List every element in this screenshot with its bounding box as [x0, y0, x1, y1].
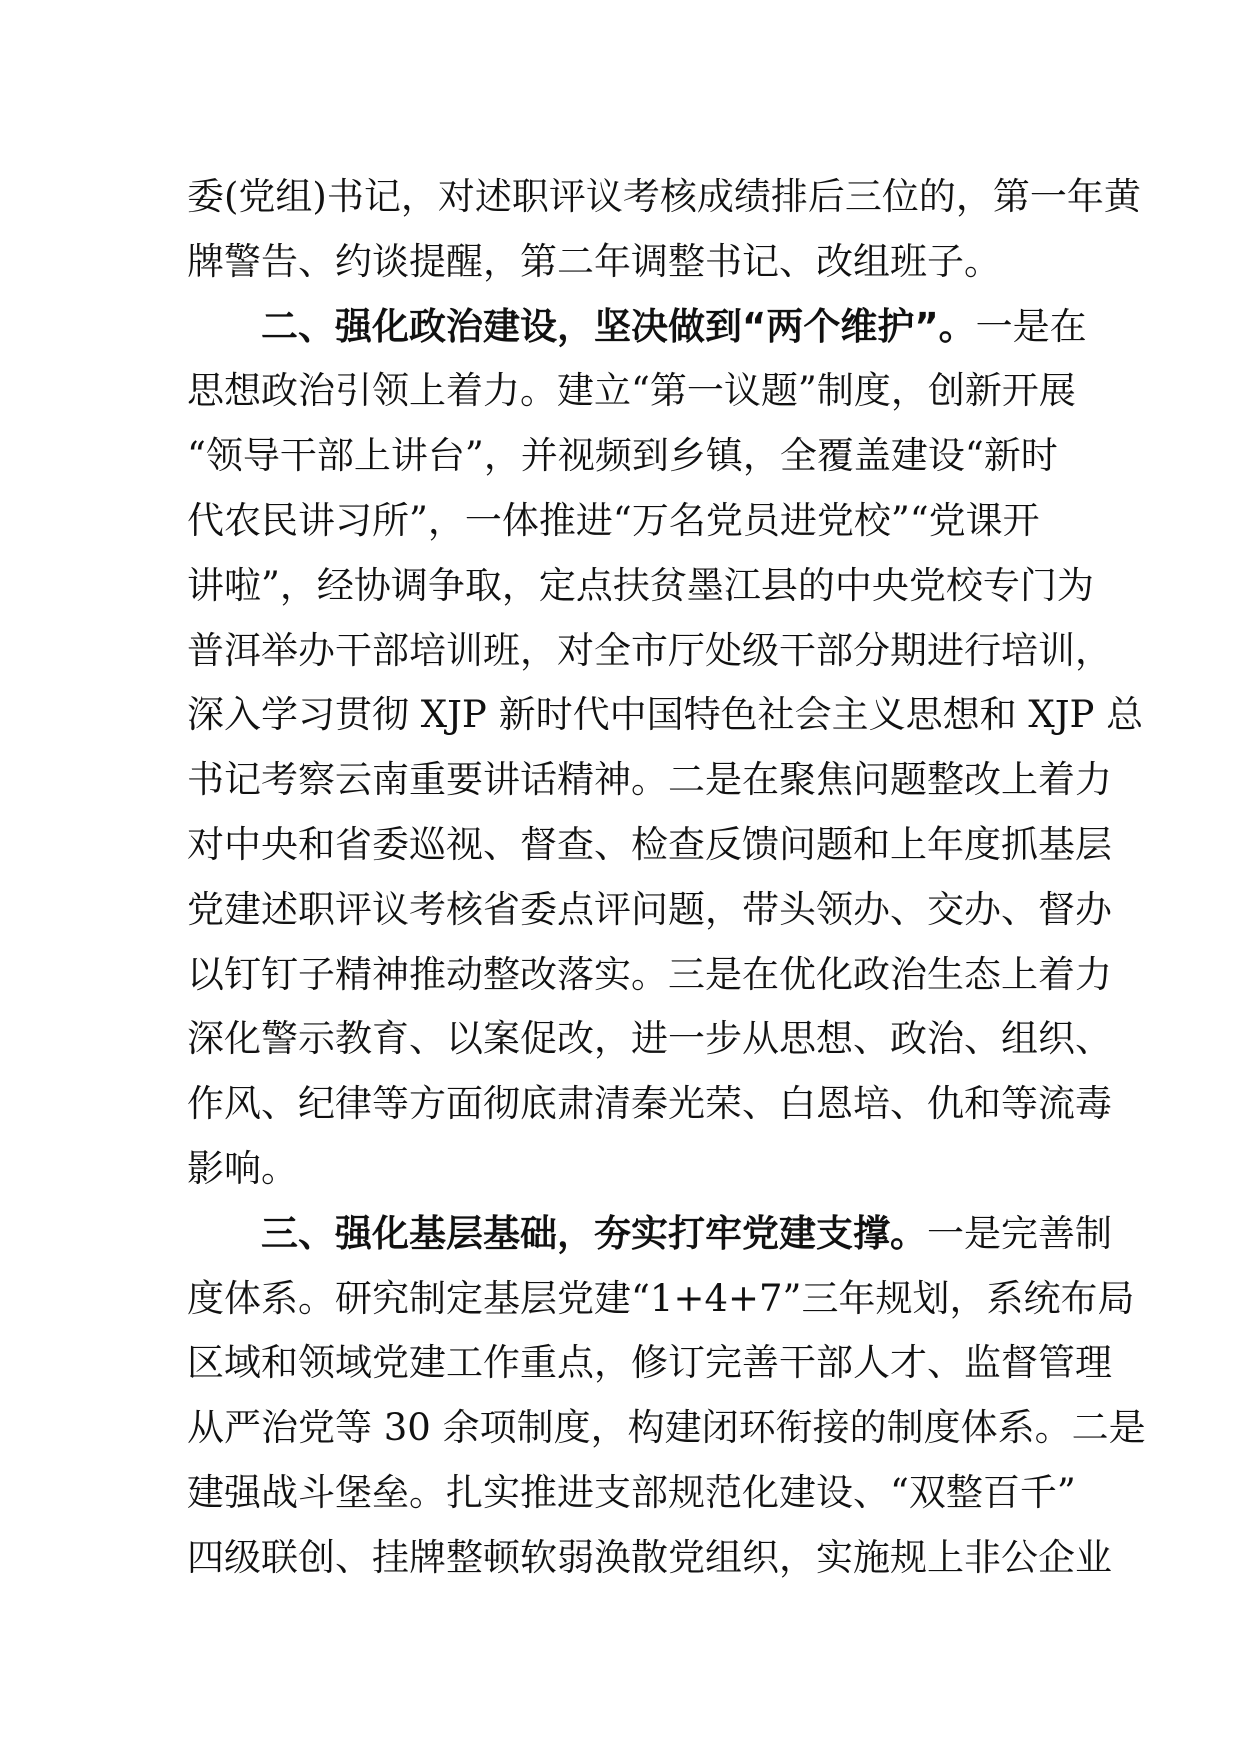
body-line: 深入学习贯彻 XJP 新时代中国特色社会主义思想和 XJP 总 — [187, 693, 1144, 737]
body-line: 作风、纪律等方面彻底肃清秦光荣、白恩培、仇和等流毒 — [187, 1082, 1112, 1126]
body-text: 一是完善制 — [927, 1211, 1112, 1255]
body-line: 从严治党等 30 余项制度，构建闭环衔接的制度体系。二是 — [187, 1406, 1146, 1450]
body-line: 影响。 — [187, 1146, 298, 1190]
body-line: 深化警示教育、以案促改，进一步从思想、政治、组织、 — [187, 1017, 1112, 1061]
body-line: 思想政治引领上着力。建立“第一议题”制度，创新开展 — [187, 369, 1076, 413]
body-line: 普洱举办干部培训班，对全市厅处级干部分期进行培训， — [187, 628, 1112, 672]
body-line: 以钉钉子精神推动整改落实。三是在优化政治生态上着力 — [187, 952, 1112, 996]
section-heading-line — [187, 1202, 1112, 1267]
body-line: 对中央和省委巡视、督查、检查反馈问题和上年度抓基层 — [187, 822, 1112, 866]
section-heading-line — [187, 295, 1087, 360]
body-line: 委(党组)书记，对述职评议考核成绩排后三位的，第一年黄 — [187, 175, 1141, 218]
body-line: 度体系。研究制定基层党建“1+4+7”三年规划，系统布局 — [187, 1276, 1135, 1320]
body-line: 书记考察云南重要讲话精神。二是在聚焦问题整改上着力 — [187, 758, 1112, 802]
section-heading: 二、强化政治建设，坚决做到“两个维护”。 — [261, 304, 976, 348]
body-line: 讲啦”，经协调争取，定点扶贫墨江县的中央党校专门为 — [187, 563, 1094, 607]
body-text: 一是在 — [975, 304, 1087, 348]
body-line: 建强战斗堡垒。扎实推进支部规范化建设、“双整百千” — [187, 1470, 1076, 1514]
body-line: 区域和领域党建工作重点，修订完善干部人才、监督管理 — [187, 1341, 1112, 1385]
body-line: 代农民讲习所”，一体推进“万名党员进党校”“党课开 — [187, 498, 1040, 542]
section-heading: 三、强化基层基础，夯实打牢党建支撑。 — [261, 1211, 927, 1255]
body-line: 牌警告、约谈提醒，第二年调整书记、改组班子。 — [187, 239, 1001, 283]
body-line: 四级联创、挂牌整顿软弱涣散党组织，实施规上非公企业 — [187, 1535, 1112, 1579]
document-body — [187, 165, 1146, 1591]
body-line: “领导干部上讲台”，并视频到乡镇，全覆盖建设“新时 — [187, 434, 1058, 478]
body-line: 党建述职评议考核省委点评问题，带头领办、交办、督办 — [187, 887, 1112, 931]
